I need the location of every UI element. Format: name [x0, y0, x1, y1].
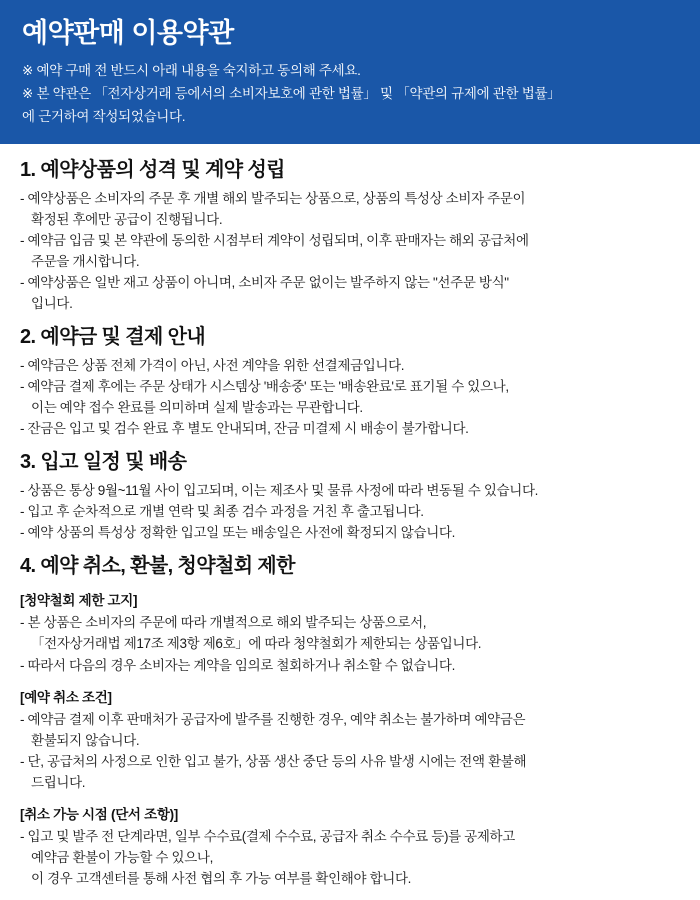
section-3-line-3: - 예약 상품의 특성상 정확한 입고일 또는 배송일은 사전에 확정되지 않습니다. — [20, 525, 455, 541]
section-1-line-6: 입니다. — [31, 296, 73, 312]
section-4-group-2-line-3: - 단, 공급처의 사정으로 인한 입고 불가, 상품 생산 중단 등의 사유 발생 시에는 전액 환불해 — [20, 753, 527, 769]
section-1 — [20, 158, 680, 314]
section-4-group-3-line-1: - 입고 및 발주 전 단계라면, 일부 수수료(결제 수수료, 공급자 취소 수수료 등)를 공제하고 — [20, 828, 515, 844]
section-1-title: 1. 예약상품의 성격 및 계약 성립 — [20, 158, 285, 181]
section-1-line-1: - 예약상품은 소비자의 주문 후 개별 해외 발주되는 상품으로, 상품의 특성상 소비자 주문이 — [20, 190, 526, 206]
section-4-group-2 — [20, 686, 680, 793]
section-4-group-3-line-2: 예약금 환불이 가능할 수 있으나, — [31, 849, 213, 865]
section-4-group-1-line-1: - 본 상품은 소비자의 주문에 따라 개별적으로 해외 발주되는 상품으로서, — [20, 615, 427, 631]
section-4-group-3-subtitle: [취소 가능 시점 (단서 조항)] — [20, 806, 178, 822]
section-1-line-3: - 예약금 입금 및 본 약관에 동의한 시점부터 계약이 성립되며, 이후 판매자는 해외 공급처에 — [20, 232, 529, 248]
section-3-line-2: - 입고 후 순차적으로 개별 연락 및 최종 검수 과정을 거친 후 출고됩니다. — [20, 504, 424, 520]
section-2-line-1: - 예약금은 상품 전체 가격이 아닌, 사전 계약을 위한 선결제금입니다. — [20, 358, 405, 374]
section-4-group-1-line-2: 「전자상거래법 제17조 제3항 제6호」에 따라 청약철회가 제한되는 상품입니다. — [31, 636, 482, 652]
section-3 — [20, 450, 680, 543]
section-2-line-3: 이는 예약 접수 완료를 의미하며 실제 발송과는 무관합니다. — [31, 400, 363, 416]
section-4-group-3-line-3: 이 경우 고객센터를 통해 사전 협의 후 가능 여부를 확인해야 합니다. — [31, 870, 412, 886]
section-2 — [20, 325, 680, 439]
header-note-1: ※ 예약 구매 전 반드시 아래 내용을 숙지하고 동의해 주세요. — [22, 63, 361, 79]
terms-content — [0, 144, 700, 889]
section-1-line-5: - 예약상품은 일반 재고 상품이 아니며, 소비자 주문 없이는 발주하지 않는 "선주문 방식" — [20, 275, 509, 290]
section-4-group-3 — [20, 803, 680, 889]
section-2-line-4: - 잔금은 입고 및 검수 완료 후 별도 안내되며, 잔금 미결제 시 배송이 불가합니다. — [20, 421, 469, 437]
section-4-group-1 — [20, 589, 680, 675]
section-3-line-1: - 상품은 통상 9월~11월 사이 입고되며, 이는 제조사 및 물류 사정에 따라 변동될 수 있습니다. — [20, 483, 539, 499]
section-2-line-2: - 예약금 결제 후에는 주문 상태가 시스템상 '배송중' 또는 '배송완료'로 표기될 수 있으나, — [20, 379, 509, 395]
page-title: 예약판매 이용약관 — [22, 18, 234, 48]
header-note-3: 에 근거하여 작성되었습니다. — [22, 108, 186, 124]
section-4-group-2-subtitle: [예약 취소 조건] — [20, 689, 112, 705]
section-4-group-2-line-1: - 예약금 결제 이후 판매처가 공급자에 발주를 진행한 경우, 예약 취소는 불가하며 예약금은 — [20, 711, 526, 727]
section-4-group-2-line-2: 환불되지 않습니다. — [31, 732, 140, 748]
section-1-line-4: 주문을 개시합니다. — [31, 253, 140, 269]
section-4 — [20, 554, 680, 888]
section-4-group-2-line-4: 드립니다. — [31, 774, 86, 790]
section-1-line-2: 확정된 후에만 공급이 진행됩니다. — [31, 211, 223, 227]
section-4-group-1-subtitle: [청약철회 제한 고지] — [20, 593, 138, 609]
header-note-2: ※ 본 약관은 「전자상거래 등에서의 소비자보호에 관한 법률」 및 「약관의 규제에 관한 법률」 — [22, 85, 561, 101]
page-header — [0, 0, 700, 144]
section-2-title: 2. 예약금 및 결제 안내 — [20, 326, 206, 349]
section-3-title: 3. 입고 일정 및 배송 — [20, 451, 187, 474]
section-4-group-1-line-3: - 따라서 다음의 경우 소비자는 계약을 임의로 철회하거나 취소할 수 없습니다. — [20, 657, 455, 673]
section-4-title: 4. 예약 취소, 환불, 청약철회 제한 — [20, 555, 295, 578]
